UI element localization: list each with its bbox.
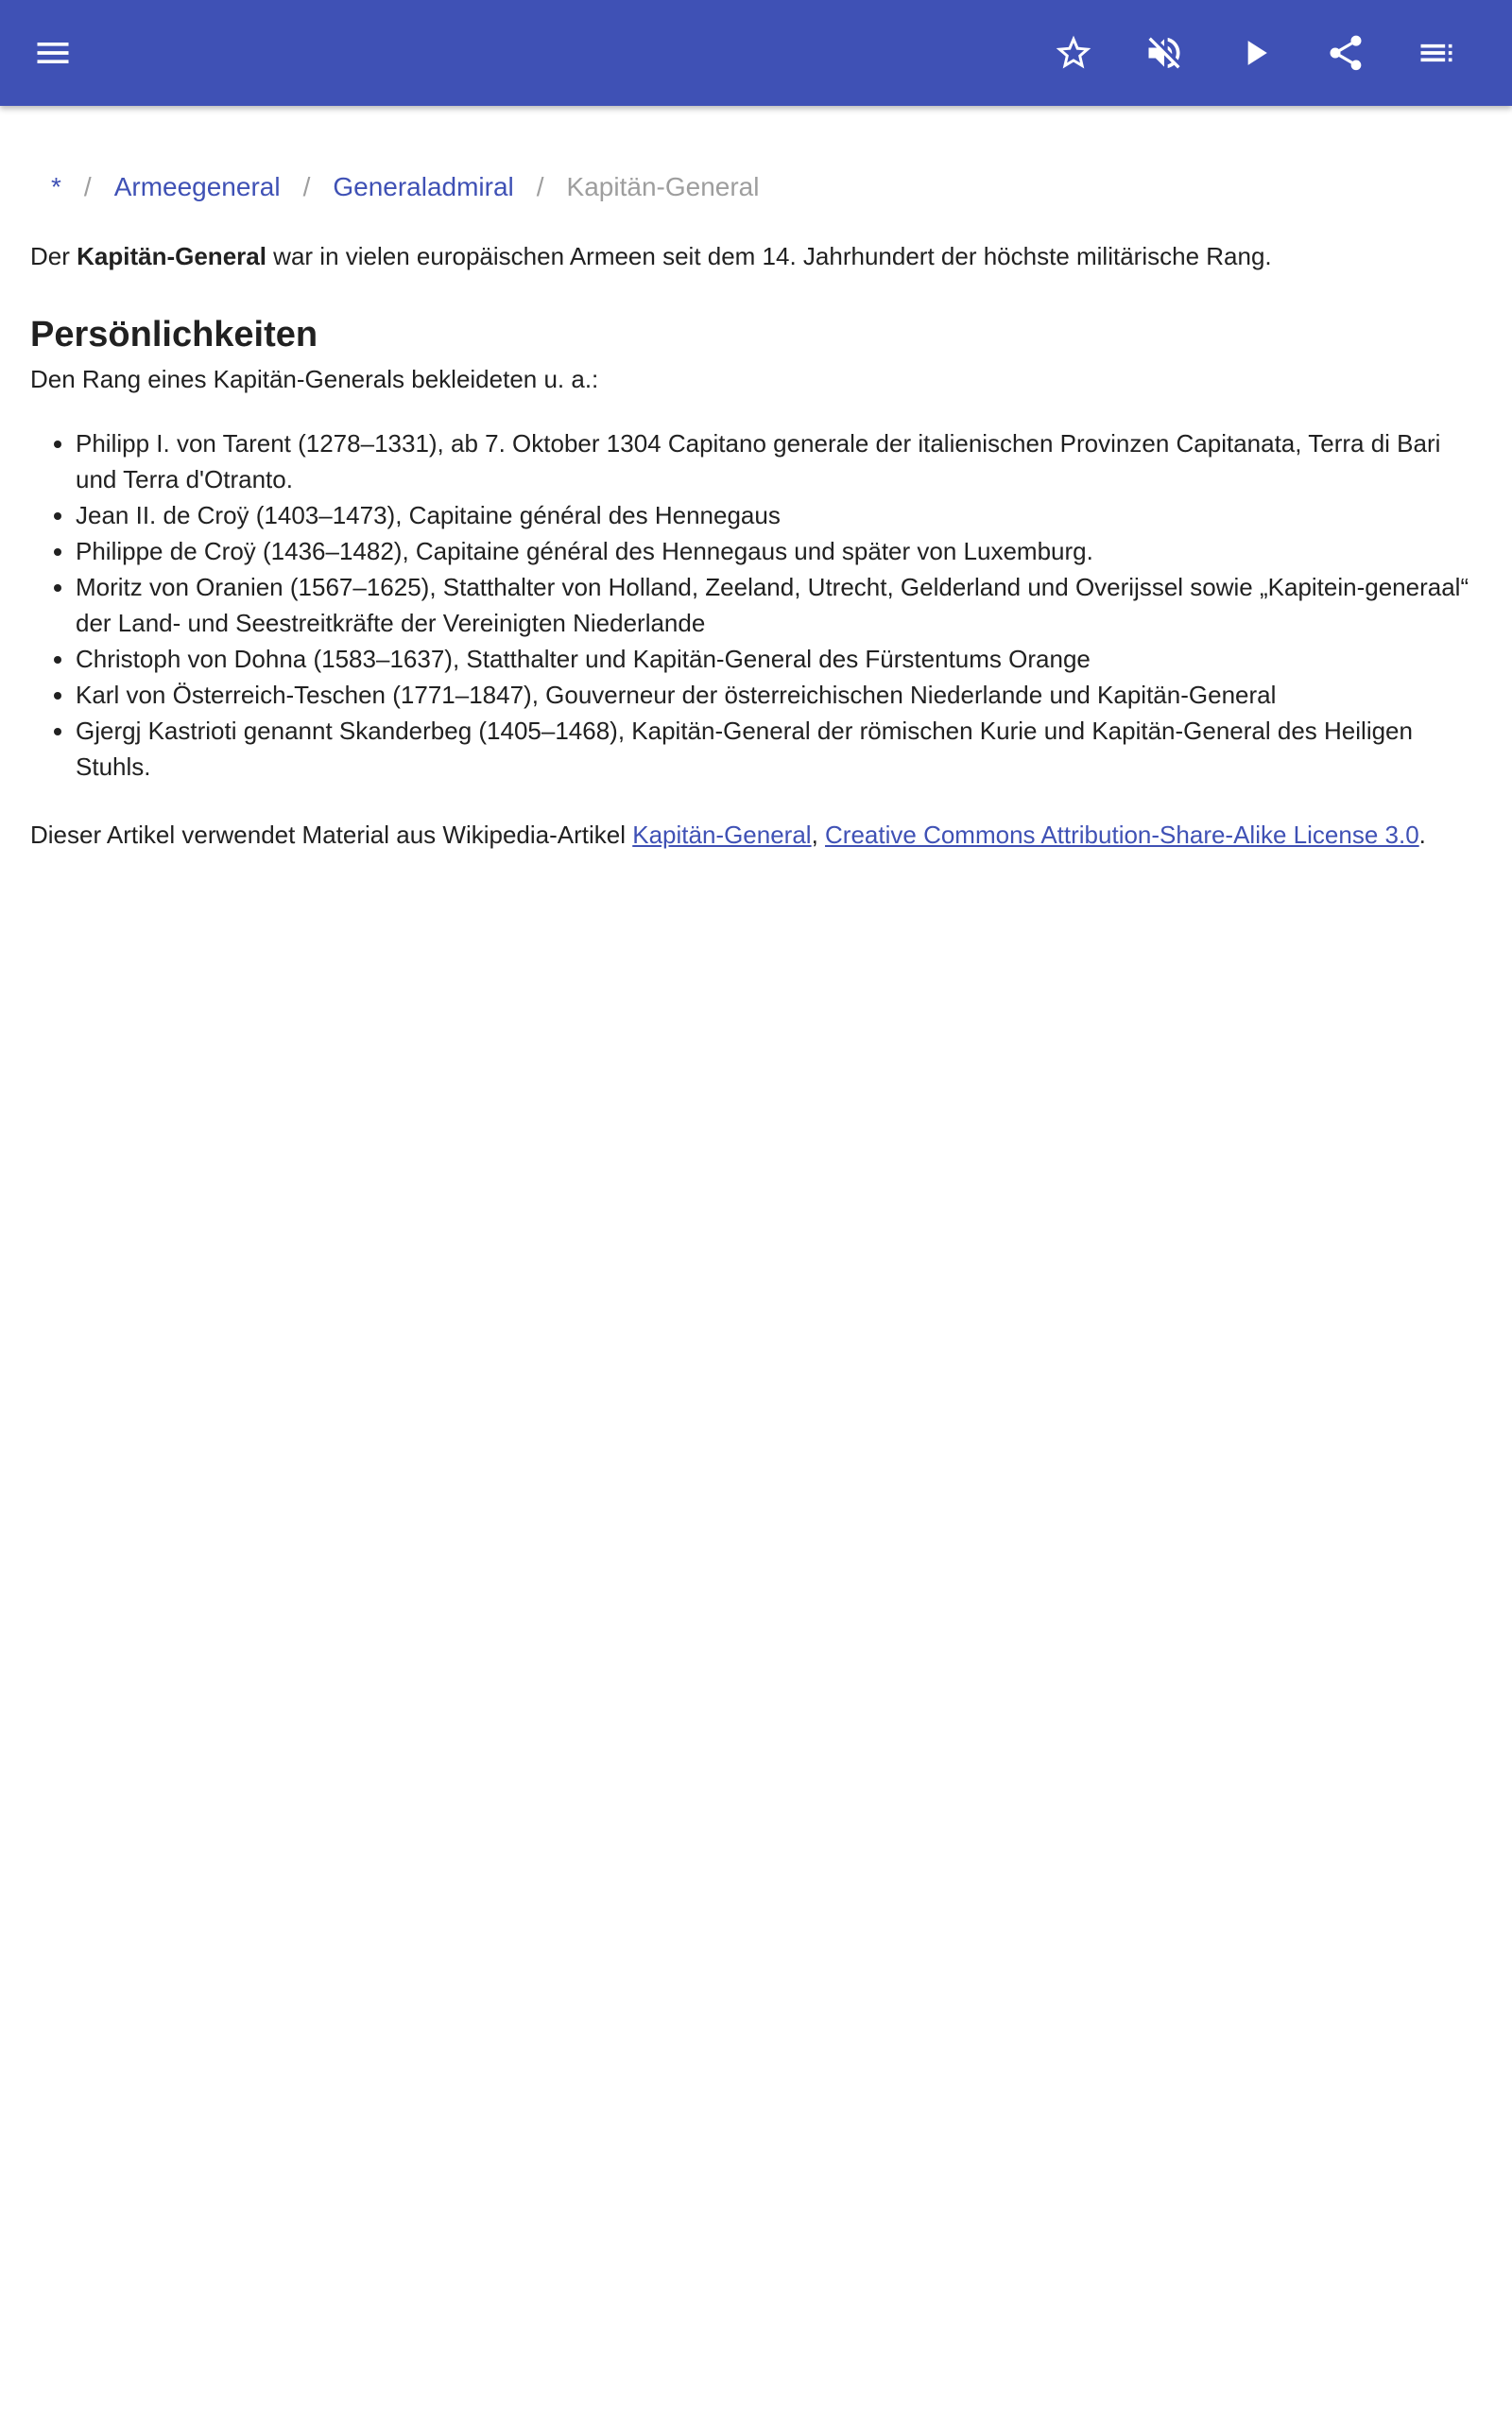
license-link[interactable]: Creative Commons Attribution-Share-Alike License 3.0 (825, 821, 1419, 849)
favorite-button[interactable] (1043, 23, 1104, 83)
attribution-suffix: . (1418, 821, 1426, 849)
list-item: • Jean II. de Croÿ (1403–1473), Capitaine général des Hennegaus (76, 497, 1482, 533)
list-item: • Philippe de Croÿ (1436–1482), Capitaine général des Hennegaus und später von Luxemburg. (76, 533, 1482, 569)
intro-paragraph (30, 238, 1482, 274)
section-heading: Persönlichkeiten (30, 315, 318, 354)
section-intro: Den Rang eines Kapitän-Generals bekleideten u. a.: (30, 365, 599, 393)
attribution-prefix: Dieser Artikel verwendet Material aus Wikipedia-Artikel (30, 821, 633, 849)
playlist-icon (1416, 32, 1457, 74)
menu-button[interactable] (23, 23, 83, 83)
list-item: • Moritz von Oranien (1567–1625), Statthalter von Holland, Zeeland, Utrecht, Gelderland und Overijssel sowie „Kapitein-generaal“ der Land- und Seestreitkräfte der Vereinigten Niederlande (76, 569, 1482, 641)
breadcrumb-item-armeegeneral[interactable]: Armeegeneral (113, 172, 281, 201)
contents-button[interactable] (1406, 23, 1467, 83)
list-item: • Christoph von Dohna (1583–1637), Statthalter und Kapitän-General des Fürstentums Orange (76, 641, 1482, 677)
menu-icon (32, 32, 74, 74)
intro-term: Kapitän-General (77, 242, 266, 270)
attribution-comma: , (811, 821, 826, 849)
attribution (30, 817, 1482, 853)
share-icon (1325, 32, 1366, 74)
article-content (30, 106, 1482, 853)
volume-off-icon (1143, 32, 1185, 74)
star-icon (1053, 32, 1094, 74)
breadcrumb-current: Kapitän-General (566, 172, 760, 201)
list-item: • Philipp I. von Tarent (1278–1331), ab 7. Oktober 1304 Capitano generale der italienischen Provinzen Capitanata, Terra di Bari und Terra d'Otranto. (76, 425, 1482, 497)
breadcrumb-item-generaladmiral[interactable]: Generaladmiral (333, 172, 514, 201)
play-button[interactable] (1225, 23, 1285, 83)
breadcrumb-separator: / (302, 172, 311, 201)
mute-button[interactable] (1134, 23, 1194, 83)
share-button[interactable] (1315, 23, 1376, 83)
intro-prefix: Der (30, 242, 77, 270)
breadcrumb-separator: / (536, 172, 544, 201)
breadcrumb-separator: / (83, 172, 92, 201)
list-item: • Karl von Österreich-Teschen (1771–1847), Gouverneur der österreichischen Niederlande und Kapitän-General (76, 677, 1482, 713)
play-icon (1234, 32, 1276, 74)
intro-suffix: war in vielen europäischen Armeen seit dem 14. Jahrhundert der höchste militärische Rang. (266, 242, 1272, 270)
breadcrumb (30, 166, 1482, 208)
list-item: • Gjergj Kastrioti genannt Skanderbeg (1405–1468), Kapitän-General der römischen Kurie und Kapitän-General des Heiligen Stuhls. (76, 713, 1482, 785)
app-bar (0, 0, 1512, 106)
wikipedia-article-link[interactable]: Kapitän-General (632, 821, 812, 849)
personalities-list (30, 425, 1482, 785)
breadcrumb-item-home[interactable]: * (51, 172, 61, 201)
